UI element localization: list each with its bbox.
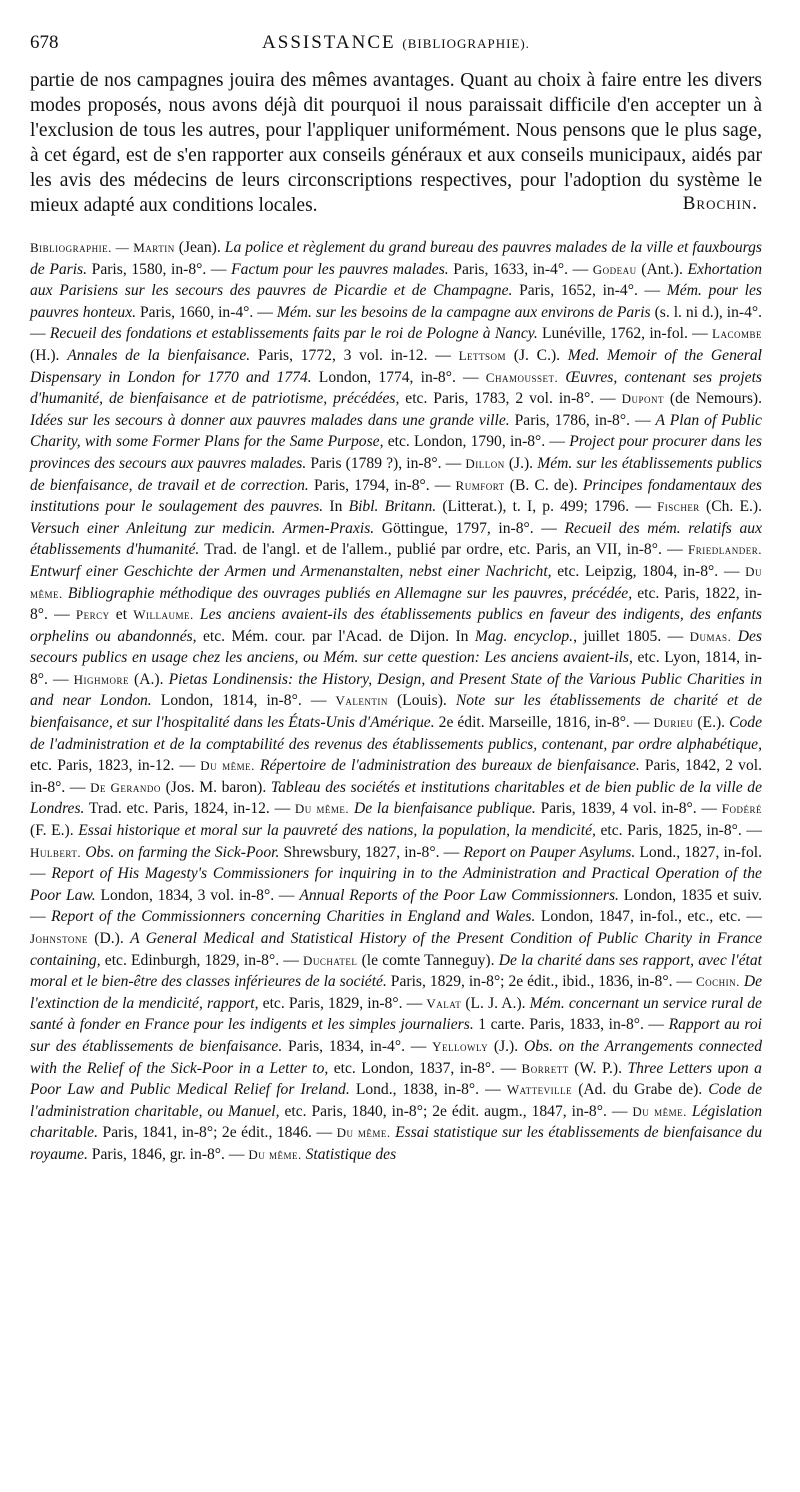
bibliography-plain-run: London, 1814, in-8°. —: [151, 692, 336, 710]
bibliography-sc-run: Du même.: [632, 1103, 687, 1119]
bibliography-sc-run: Bibliographie. — Martin: [30, 240, 175, 255]
bibliography-sc-run: Friedlander.: [688, 542, 762, 558]
bibliography-plain-run: Paris, 1842, 2 vol. in-8°. —: [30, 757, 762, 796]
bibliography-plain-run: Paris, 1839, 4 vol. in-8°. —: [535, 800, 722, 818]
bibliography-sc-run: Godeau: [592, 261, 637, 277]
bibliography-italic-run: De l'extinction de la mendicité, rapport,: [30, 973, 762, 1012]
bibliography-italic-run: Œuvres, contenant ses projets d'humanité, de bienfaisance et de patriotisme, précédées,: [30, 368, 762, 408]
bibliography-sc-run: Hulbert.: [30, 844, 82, 860]
bibliography-plain-run: Paris, 1772, 3 vol. in-12. —: [250, 346, 459, 364]
bibliography-italic-run: Three Letters upon a Poor Law and Public Medical Relief for Ireland.: [30, 1059, 762, 1099]
bibliography-italic-run: Pietas Londinensis: the History, Design, and Present State of the Various Public Charities in and near London.: [30, 670, 762, 710]
bibliography-plain-run: , juillet 1805. —: [573, 627, 690, 645]
bibliography-plain-run: Paris, 1846, gr. in-8°. —: [87, 1145, 249, 1163]
bibliography-plain-run: (Litterat.), t. I, p. 499; 1796. —: [436, 498, 658, 516]
bibliography-plain-run: In: [323, 498, 349, 516]
bibliography-italic-run: Essai statistique sur les établissements de bienfaisance du royaume.: [30, 1124, 763, 1163]
bibliography-plain-run: etc. Mém. cour. par l'Acad. de Dijon. In: [196, 627, 475, 645]
bibliography-italic-run: Versuch einer Anleitung zur medicin. Armen-Praxis.: [30, 519, 375, 537]
page-number: 678: [30, 32, 59, 53]
bibliography-sc-run: Yellowly: [432, 1038, 489, 1054]
bibliography-plain-run: etc. Paris, 1840, in-8°; 2e édit. augm., 1847, in-8°. —: [279, 1102, 633, 1120]
bibliography-plain-run: 1 carte. Paris, 1833, in-8°. —: [473, 1016, 669, 1034]
running-title-main: ASSISTANCE: [262, 32, 396, 53]
bibliography-sc-run: Du même.: [336, 1125, 391, 1141]
bibliography-plain-run: etc. Leipzig, 1804, in-8°. —: [551, 562, 746, 580]
bibliography-italic-run: Med. Memoir of the General Dispensary in London for 1770 and 1774.: [30, 346, 762, 386]
bibliography-plain-run: (A.).: [129, 670, 169, 688]
bibliography-sc-run: De Gerando: [90, 779, 161, 795]
bibliography-sc-run: Watteville: [506, 1082, 573, 1098]
bibliography-plain-run: (Ch. E.).: [699, 498, 762, 516]
bibliography-plain-run: Lunéville, 1762, in-fol. —: [537, 325, 713, 343]
bibliography-plain-run: etc. Lyon, 1814, in-8°. —: [30, 649, 762, 688]
bibliography-italic-run: Statistique des: [305, 1145, 397, 1163]
bibliography-italic-run: Exhortation aux Parisiens sur les secours des pauvres de Picardie et de Champagne.: [30, 260, 762, 300]
bibliography-plain-run: etc. Paris, 1829, in-8°. —: [258, 994, 427, 1012]
bibliography-sc-run: Chamousset.: [485, 369, 559, 385]
bibliography-italic-run: Obs. on farming the Sick-Poor.: [85, 843, 280, 861]
bibliography-sc-run: Fodéré: [721, 801, 762, 817]
bibliography-plain-run: Paris, 1580, in-8°. —: [87, 260, 232, 278]
bibliography-sc-run: Du même.: [200, 758, 255, 774]
bibliography-plain-run: Paris, 1834, in-4°. —: [282, 1037, 433, 1055]
bibliography-plain-run: Paris, 1829, in-8°; 2e édit., ibid., 1836, in-8°. —: [386, 973, 696, 991]
bibliography-plain-run: (Jos. M. baron).: [160, 778, 271, 796]
bibliography-plain-run: etc. Edinburgh, 1829, in-8°. —: [100, 951, 304, 969]
bibliography-plain-run: etc. London, 1790, in-8°. —: [383, 433, 570, 451]
bibliography-sc-run: Highmore: [73, 671, 130, 687]
bibliography-plain-run: (D.).: [87, 930, 131, 947]
bibliography-italic-run: Project pour procurer dans les provinces des secours aux pauvres malades.: [30, 433, 762, 472]
running-title: [30, 32, 762, 54]
bibliography-plain-run: Lond., 1838, in-8°. —: [349, 1081, 507, 1099]
bibliography-italic-run: Des secours publics en usage chez les anciens, ou Mém. sur cette question: Les anciens avaient-ils,: [30, 627, 763, 667]
bibliography-sc-run: Rumfort: [455, 477, 505, 493]
bibliography-plain-run: London, 1847, in-fol., etc., etc. —: [535, 908, 762, 926]
bibliography-italic-run: Mag. encyclop.: [474, 627, 574, 645]
bibliography-plain-run: (s. l. ni d.), in-4°. —: [30, 303, 762, 343]
bibliography-plain-run: Paris, 1794, in-8°. —: [308, 476, 456, 494]
bibliography-plain-run: Trad. etc. Paris, 1824, in-12. —: [84, 800, 295, 818]
bibliography-sc-run: Durieu: [653, 715, 694, 731]
bibliography-plain-run: (L. J. A.).: [461, 994, 530, 1012]
bibliography-plain-run: (Louis).: [387, 692, 456, 710]
bibliography-plain-run: Paris, 1652, in-4°. —: [512, 282, 667, 300]
bibliography-plain-run: (de Nemours).: [663, 390, 762, 408]
bibliography-italic-run: Annual Reports of the Poor Law Commissionners.: [299, 886, 619, 904]
bibliography-plain-run: etc. Paris, 1825, in-8°. —: [595, 822, 762, 840]
bibliography-italic-run: Mém. concernant un service rural de santé à fonder en France pour les indigents et les simples journaliers.: [30, 994, 762, 1034]
page-header: [30, 30, 762, 62]
bibliography-italic-run: Mém. sur les établissements publics de bienfaisance, de travail et de correction.: [30, 454, 762, 494]
running-title-sub: (BIBLIOGRAPHIE).: [402, 36, 530, 51]
bibliography-plain-run: London, 1774, in-8°. —: [311, 368, 486, 386]
bibliography-italic-run: Note sur les établissements de charité et de bienfaisance, et sur l'hospitalité dans les États-Unis d'Amérique.: [30, 692, 763, 732]
bibliography-italic-run: A General Medical and Statistical History of the Present Condition of Public Charity in France containing,: [30, 930, 762, 969]
bibliography-italic-run: De la bienfaisance publique.: [353, 800, 536, 818]
bibliography-plain-run: etc. London, 1837, in-8°. —: [328, 1059, 522, 1077]
bibliography-plain-run: Göttingue, 1797, in-8°. —: [374, 519, 565, 537]
bibliography-plain-run: Paris, 1660, in-4°. —: [136, 303, 277, 321]
bibliography-plain-run: (E.).: [693, 714, 730, 732]
bibliography-italic-run: Code de l'administration charitable, ou Manuel,: [30, 1081, 762, 1120]
bibliography-plain-run: (Ant.).: [636, 260, 688, 278]
bibliography-sc-run: Duchatel: [303, 952, 358, 968]
bibliography-plain-run: Shrewsbury, 1827, in-8°. —: [279, 843, 464, 861]
bibliography-plain-run: (B. C. de).: [504, 476, 583, 494]
bibliography-sc-run: Lettsom: [458, 347, 507, 363]
bibliography-italic-run: Bibl. Britann.: [348, 498, 437, 516]
bibliography-sc-run: Borrett: [521, 1060, 569, 1076]
bibliography-italic-run: Annales de la bienfaisance.: [67, 346, 251, 364]
bibliography-plain-run: (J.).: [488, 1037, 524, 1055]
bibliography-italic-run: Tableau des sociétés et institutions charitables et de bien public de la ville de Londres.: [30, 778, 763, 818]
bibliography-italic-run: Législation charitable.: [30, 1102, 762, 1142]
bibliography-plain-run: (Ad. du Grabe de).: [572, 1081, 709, 1099]
bibliography-italic-run: Entwurf einer Geschichte der Armen und Armenanstalten, nebst einer Nachricht,: [30, 562, 552, 580]
bibliography-sc-run: Valentin: [335, 693, 388, 709]
bibliography-italic-run: Recueil des mém. relatifs aux établissements d'humanité.: [30, 519, 762, 559]
bibliography-plain-run: (le comte Tanneguy).: [357, 951, 499, 969]
bibliography-plain-run: etc. Paris, 1822, in-8°. —: [30, 584, 762, 624]
bibliography-italic-run: Report on Pauper Asylums.: [463, 843, 636, 861]
bibliography-italic-run: Recueil des fondations et establissements faits par le roi de Pologne à Nancy.: [49, 325, 538, 343]
bibliography-sc-run: Johnstone: [30, 931, 88, 946]
bibliography-plain-run: London, 1835 et suiv. —: [30, 886, 762, 926]
bibliography-italic-run: Principes fondamentaux des institutions pour le soulagement des pauvres.: [30, 476, 762, 516]
bibliography-italic-run: Essai historique et moral sur la pauvreté des nations, la population, la mendicité,: [78, 822, 596, 840]
bibliography-sc-run: Percy: [75, 607, 110, 623]
bibliography-sc-run: Dillon: [465, 455, 505, 471]
bibliography-plain-run: Paris, 1633, in-4°. —: [448, 260, 593, 278]
bibliography-plain-run: etc. Paris, 1783, 2 vol. in-8°. —: [399, 390, 622, 408]
bibliography-plain-run: etc. Paris, 1823, in-12. —: [30, 757, 201, 775]
bibliography-sc-run: Willaume.: [133, 607, 194, 623]
bibliography-plain-run: (Jean).: [174, 239, 225, 256]
bibliography-sc-run: Dumas.: [689, 628, 732, 644]
bibliography-italic-run: De la charité dans ses rapport, avec l'état moral et le bien-être des classes inférieures de la société.: [30, 951, 762, 991]
bibliography-sc-run: Du même.: [294, 801, 350, 817]
bibliography-plain-run: et: [109, 606, 134, 624]
bibliography-italic-run: Rapport au roi sur des établissements de bienfaisance.: [30, 1016, 762, 1055]
bibliography-sc-run: Dupont: [621, 391, 664, 407]
bibliography-plain-run: Paris, 1841, in-8°; 2e édit., 1846. —: [98, 1124, 337, 1142]
bibliography-plain-run: (J. C.).: [506, 346, 568, 364]
bibliography-italic-run: Mém. sur les besoins de la campagne aux environs de Paris: [276, 303, 651, 321]
bibliography-plain-run: Paris, 1786, in-8°. —: [509, 411, 656, 429]
bibliography-italic-run: Bibliographie méthodique des ouvrages publiés en Allemagne sur les pauvres, précédée,: [67, 584, 633, 602]
bibliography-italic-run: Report of His Magesty's Commissioners for inquiring in to the Administration and Practical Operation of the Poor Law.: [30, 865, 762, 904]
bibliography-italic-run: Les anciens avaient-ils des établissements publics en faveur des indigents, des enfants orphelins ou abandonnés,: [30, 606, 762, 645]
bibliography-sc-run: Lacombe: [712, 326, 762, 342]
bibliography-italic-run: Factum pour les pauvres malades.: [231, 260, 449, 278]
bibliography-italic-run: Idées sur les secours à donner aux pauvres malades dans une grande ville.: [30, 411, 510, 429]
bibliography-sc-run: Du même.: [248, 1146, 302, 1162]
bibliography-italic-run: Report of the Commissionners concerning Charities in England and Wales.: [51, 908, 536, 926]
bibliography-italic-run: Obs. on the Arrangements connected with the Relief of the Sick-Poor in a Letter to,: [30, 1037, 762, 1077]
bibliography-italic-run: Mém. pour les pauvres honteux.: [30, 282, 762, 321]
bibliography-plain-run: (J.).: [504, 454, 538, 472]
author-signature: Brochin.: [682, 193, 758, 214]
bibliography-plain-run: Lond., 1827, in-fol. —: [30, 843, 763, 883]
bibliography-sc-run: Du même.: [30, 563, 762, 601]
bibliography-italic-run: Répertoire de l'administration des bureaux de bienfaisance.: [259, 757, 640, 775]
bibliography-italic-run: A Plan of Public Charity, with some Former Plans for the Same Purpose,: [30, 411, 762, 451]
bibliography-sc-run: Cochin.: [695, 974, 740, 990]
bibliography-plain-run: (F. E.).: [30, 822, 79, 840]
bibliography-plain-run: (H.).: [30, 346, 68, 364]
body-paragraph: partie de nos campagnes jouira des mêmes avantages. Quant au choix à faire entre les divers modes proposés, nous avons déjà dit pourquoi il nous paraissait difficile d'en accepter un à l'exclusion de tous les autres, pour l'appliquer uniformément. Nous pensons que le plus sage, à cet égard, est de s'en rapporter aux conseils généraux et aux conseils municipaux, aidés par les avis des médecins de leurs circonscriptions respectives, pour l'adoption du système le mieux adapté aux conditions locales.: [30, 70, 762, 216]
bibliography-plain-run: 2e édit. Marseille, 1816, in-8°. —: [434, 714, 654, 732]
bibliography-plain-run: Trad. de l'angl. et de l'allem., publié par ordre, etc. Paris, an VII, in-8°. —: [199, 541, 689, 559]
bibliography-plain-run: Paris (1789 ?), in-8°. —: [306, 454, 466, 472]
bibliography-plain-run: (W. P.).: [568, 1059, 628, 1077]
bibliography-italic-run: Code de l'administration et de la comptabilité des revenus des établissements publics, contenant, par ordre alphabétique,: [30, 714, 762, 753]
bibliography-section: [30, 237, 762, 1166]
bibliography-plain-run: London, 1834, 3 vol. in-8°. —: [95, 886, 300, 904]
bibliography-sc-run: Fischer: [657, 499, 700, 515]
bibliography-italic-run: La police et règlement du grand bureau des pauvres malades de la ville et fauxbourgs de Paris.: [30, 239, 763, 278]
bibliography-sc-run: Valat: [426, 995, 462, 1011]
